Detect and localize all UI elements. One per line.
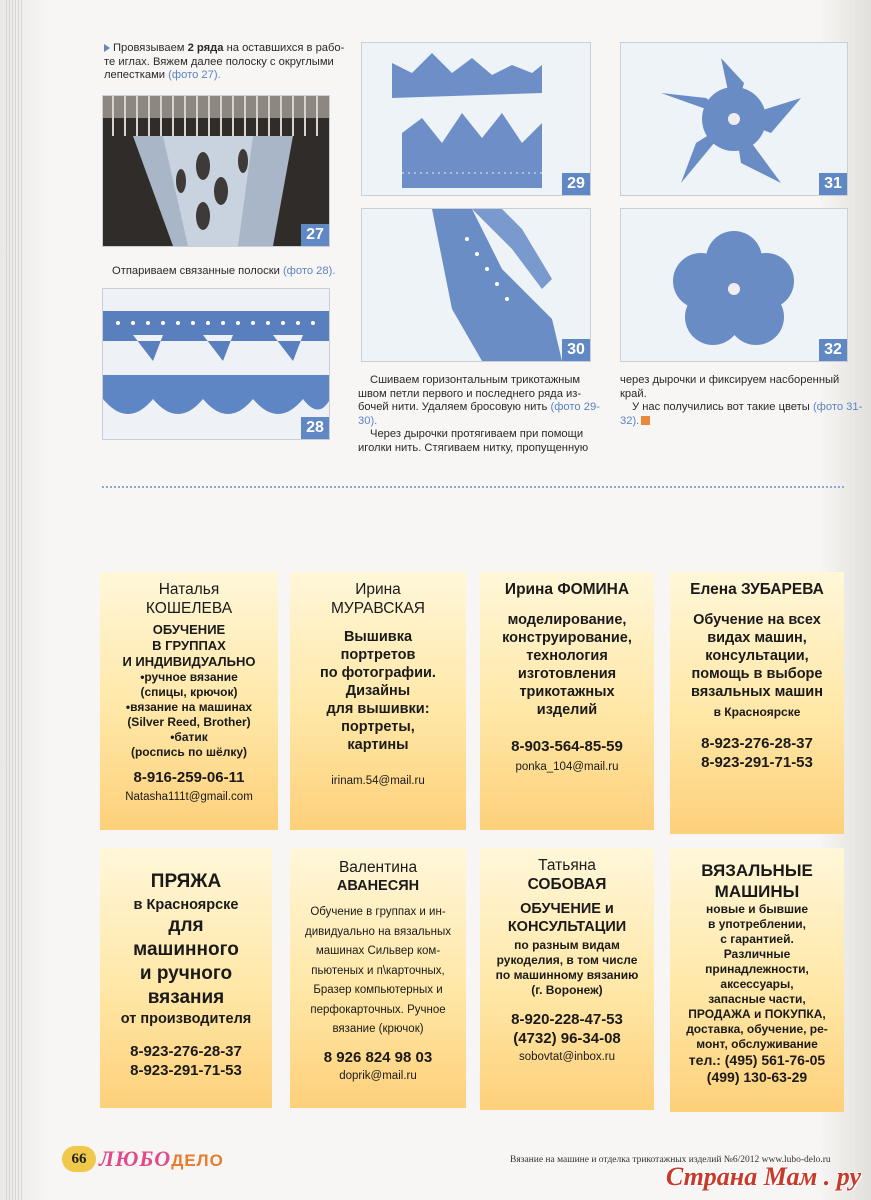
instruction-step-gathering: через дырочки и фиксируем насборенный край. У нас получились вот такие цветы (фото 31- 32).: [620, 374, 863, 427]
photo-number-badge: 30: [562, 339, 590, 361]
page-number: 66: [62, 1146, 96, 1172]
phone-number: 8-923-276-28-37: [701, 735, 813, 752]
phone-number: 8-923-291-71-53: [130, 1062, 242, 1079]
footer-publication-info: Вязание на машине и отделка трикотажных изделий №6/2012 www.lubo-delo.ru: [510, 1155, 831, 1165]
page-spine-shadow: [6, 0, 24, 1200]
section-divider: [102, 486, 844, 488]
ad-muravskaya: Ирина МУРАВСКАЯ Вышивка портретов по фотографии. Дизайны для вышивки: портреты, картины irinam.54@mail.ru: [290, 572, 466, 830]
email: ponka_104@mail.ru: [515, 761, 619, 773]
phone-number: 8-920-228-47-53: [511, 1011, 623, 1028]
phone-number: тел.: (495) 561-76-05: [688, 1052, 826, 1068]
phone-number: 8 926 824 98 03: [323, 1048, 433, 1066]
email: Natasha111t@gmail.com: [125, 791, 253, 803]
photo-number-badge: 27: [301, 224, 329, 246]
photo-number-badge: 28: [301, 417, 329, 439]
ad-koshleva: Наталья КОШЕЛЕВА ОБУЧЕНИЕ В ГРУППАХ И ИНДИВИДУАЛЬНО •ручное вязание (спицы, крючок) •вязание на машинах (Silver Reed, Brother) •батик (роспись по шёлку) 8-916-259-06-11 Natasha111t@gmail.com: [100, 572, 278, 830]
email: doprik@mail.ru: [339, 1069, 417, 1082]
phone-number: 8-916-259-06-11: [133, 769, 245, 786]
instruction-step-sewing: Сшиваем горизонтальным трикотажным швом петли первого и последнего ряда из- бочей нити. Удаляем бросовую нить (фото 29- 30). Через дырочки протягиваем при помощи иголки нить. Стягиваем нитку, пропущенную: [358, 374, 600, 454]
phone-number: 8-903-564-85-59: [511, 738, 623, 755]
photo-27-knitting-machine: [102, 95, 330, 247]
ad-fomina: Ирина ФОМИНА моделирование, конструирование, технология изготовления трикотажных изделий 8-903-564-85-59 ponka_104@mail.ru: [480, 572, 654, 830]
ad-knitting-machines: ВЯЗАЛЬНЫЕ МАШИНЫ новые и бывшие в употреблении, с гарантией. Различные принадлежности, аксессуары, запасные части, ПРОДАЖА и ПОКУПКА, доставка, обучение, ре- монт, обслуживание тел.: (495) 561-76-05 (499) 130-63-29: [670, 848, 844, 1112]
instruction-step-steam: Отпариваем связанные полоски (фото 28).: [112, 265, 336, 277]
photo-30-seam-detail: [361, 208, 591, 362]
photo-29-sewing-strips: [361, 42, 591, 196]
end-of-article-icon: [641, 416, 650, 425]
ad-avanesyan: Валентина АВАНЕСЯН Обучение в группах и ин- дивидуально на вязальных машинах Сильвер ком- пьютеных и п\карточных, Бразер компьютерных и перфокарточных. Ручное вязание (крючок) 8 926 824 98 03 doprik@mail.ru: [290, 848, 466, 1108]
ad-sobovaya: Татьяна СОБОВАЯ ОБУЧЕНИЕ и КОНСУЛЬТАЦИИ по разным видам рукоделия, в том числе по машинному вязанию (г. Воронеж) 8-920-228-47-53 (4732) 96-34-08 sobovtat@inbox.ru: [480, 848, 654, 1110]
magazine-logo: ЛЮБОДЕЛО: [99, 1146, 224, 1171]
photo-28-knitted-strips: [102, 288, 330, 440]
email: irinam.54@mail.ru: [331, 775, 425, 787]
email: sobovtat@inbox.ru: [518, 1051, 616, 1063]
ad-zubareva: Елена ЗУБАРЕВА Обучение на всех видах машин, консультации, помощь в выборе вязальных машин в Красноярске 8-923-276-28-37 8-923-291-71-53: [670, 572, 844, 834]
photo-31-star-flower: [620, 42, 848, 196]
photo-number-badge: 32: [819, 339, 847, 361]
phone-number: (499) 130-63-29: [706, 1069, 808, 1085]
phone-number: (4732) 96-34-08: [513, 1030, 621, 1047]
photo-number-badge: 31: [819, 173, 847, 195]
instruction-step-rows: Провязываем 2 ряда на оставшихся в рабо- те иглах. Вяжем далее полоску с округлыми лепестками (фото 27).: [104, 42, 345, 81]
phone-number: 8-923-276-28-37: [130, 1043, 242, 1060]
phone-number: 8-923-291-71-53: [701, 754, 813, 771]
site-watermark: Страна Мам . ру: [665, 1162, 861, 1191]
photo-number-badge: 29: [562, 173, 590, 195]
ad-yarn-krasnoyarsk: ПРЯЖА в Красноярске для машинного и ручного вязания от производителя 8-923-276-28-37 8-923-291-71-53: [100, 848, 272, 1108]
photo-32-round-flower: [620, 208, 848, 362]
bullet-triangle-icon: [104, 44, 110, 52]
